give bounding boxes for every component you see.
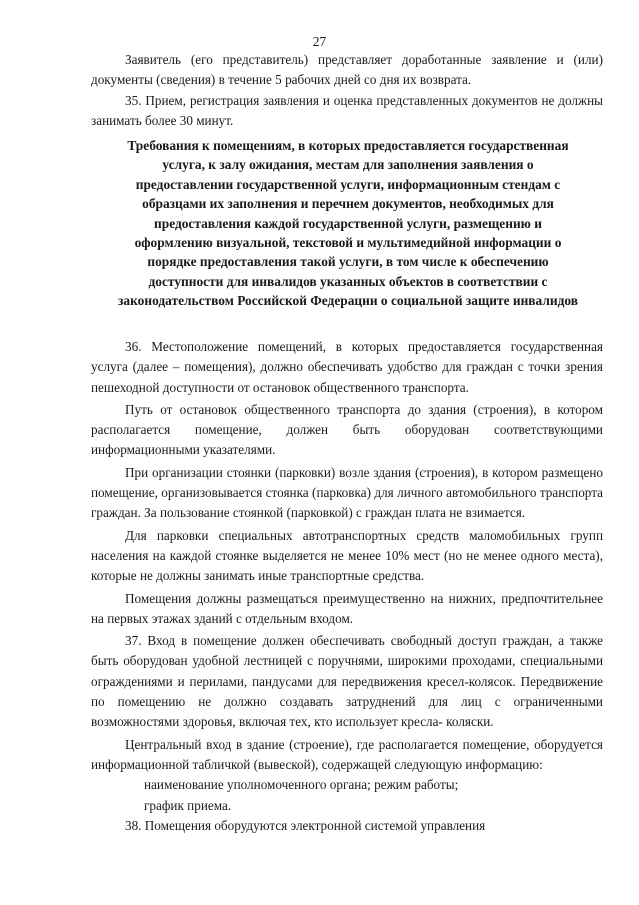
paragraph: Помещения должны размещаться преимущественно на нижних, предпочтительнее на первых этажах зданий с отдельным входом. bbox=[91, 590, 603, 626]
paragraph: При организации стоянки (парковки) возле здания (строения), в котором размещено помещение, организовывается стоянка (парковка) для личного автомобильного транспорта граждан. За пользование стоянкой (парковкой) с граждан плата не взимается. bbox=[91, 464, 603, 521]
preceding-text bbox=[91, 50, 603, 131]
paragraph: Для парковки специальных автотранспортных средств маломобильных групп населения на каждой стоянке выделяется не менее 10% мест (но не менее одного места), которые не должны занимать иные транспортные средства. bbox=[91, 527, 603, 584]
paragraph-item-36: 36. Местоположение помещений, в которых предоставляется государственная услуга (далее – помещения), должно обеспечивать удобство для граждан с точки зрения пешеходной доступности от остановок общественного транспорта. bbox=[91, 339, 603, 395]
section-body bbox=[91, 337, 603, 836]
paragraph: Центральный вход в здание (строение), где располагается помещение, оборудуется информационной табличкой (вывеской), содержащей следующую информацию: bbox=[91, 736, 603, 772]
page-number: 27 bbox=[312, 34, 327, 49]
section-heading: Требования к помещениям, в которых предоставляется государственная услуга, к залу ожидания, местам для заполнения заявления о предоставлении государственной услуги, информационным стендам с образцами их заполнения и перечнем документов, необходимых для предоставления каждой государственной услуги, размещению и оформлению визуальной, текстовой и мультимедийной информации о порядке предоставления такой услуги, в том числе к обеспечению доступности для инвалидов указанных объектов в соответствии с законодательством Российской Федерации о социальной защите инвалидов bbox=[118, 138, 578, 309]
paragraph-item-38: 38. Помещения оборудуются электронной системой управления bbox=[125, 817, 486, 833]
paragraph-item-35: 35. Прием, регистрация заявления и оценка представленных документов не должны занимать более 30 минут. bbox=[91, 92, 603, 128]
paragraph: Путь от остановок общественного транспорта до здания (строения), в котором располагается помещение, должен быть оборудован соответствующими информационными указателями. bbox=[91, 401, 603, 458]
paragraph-item-37: 37. Вход в помещение должен обеспечивать свободный доступ граждан, а также быть оборудован удобной лестницей с поручнями, широкими проходами, специальными ограждениями и перилами, пандусами для передвижения кресел-колясок. Передвижение по помещению не должно создавать затруднений для лиц с ограниченными возможностями здоровья, включая тех, кто использует кресла- коляски. bbox=[91, 633, 603, 730]
list-item: наименование уполномоченного органа; режим работы; bbox=[144, 777, 459, 793]
paragraph: Заявитель (его представитель) представляет доработанные заявление и (или) документы (сведения) в течение 5 рабочих дней со дня их возврата. bbox=[91, 52, 603, 88]
list-item: график приема. bbox=[144, 797, 232, 813]
